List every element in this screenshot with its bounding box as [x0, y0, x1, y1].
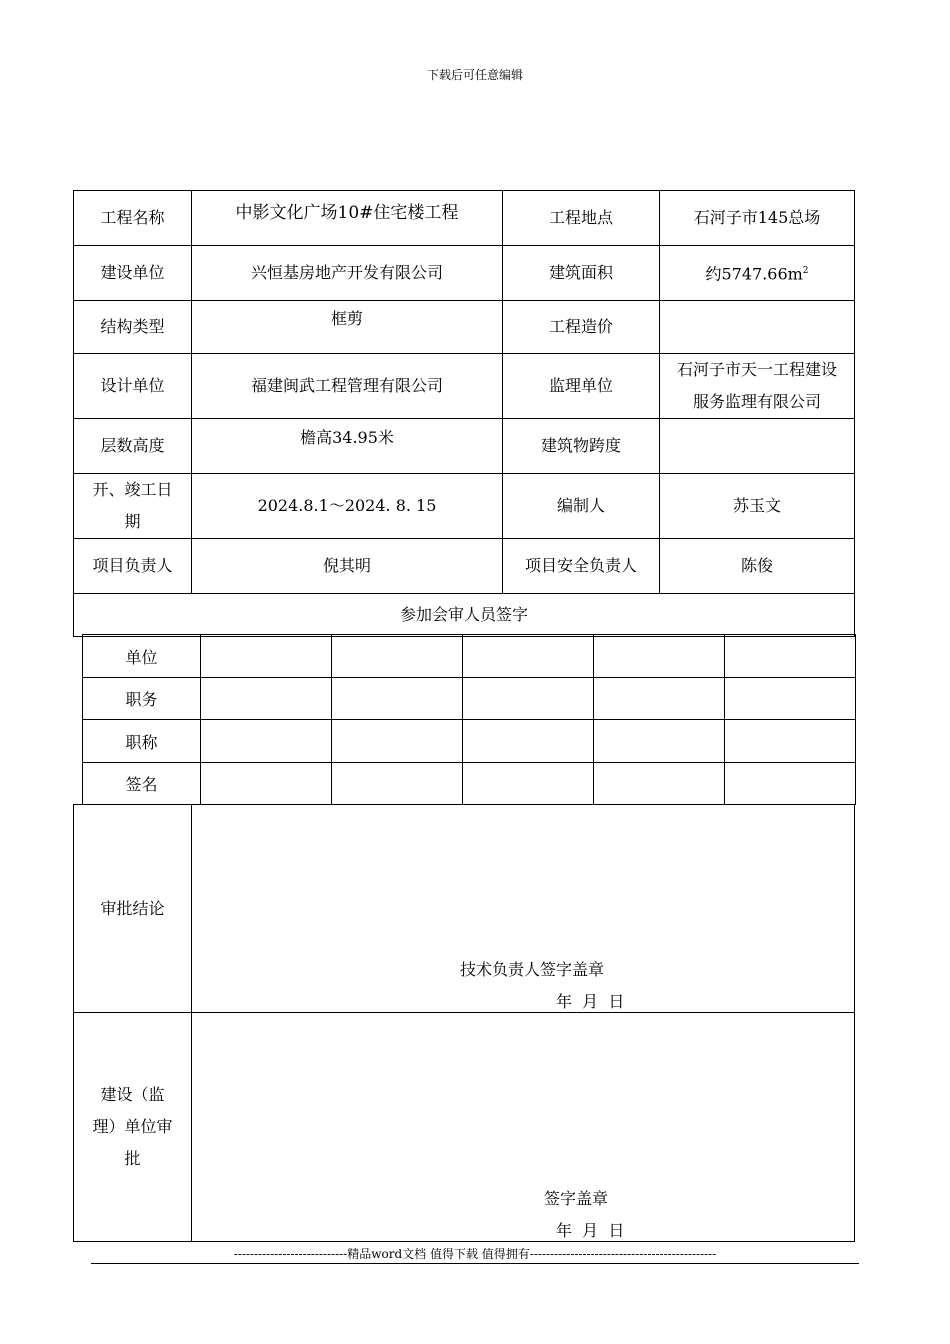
sig-row-label-signature: 签名 [83, 763, 201, 805]
dates-label-line-1: 开、竣工日 [92, 480, 173, 499]
pm-label: 项目负责人 [74, 539, 192, 594]
builder-label: 建设单位 [74, 246, 192, 301]
cost-value [660, 301, 855, 354]
floors-label: 层数高度 [74, 419, 192, 474]
project-name-value: 中影文化广场10#住宅楼工程 [192, 191, 503, 246]
approval-signer: 技术负责人签字盖章 [460, 960, 605, 979]
sig-cell [725, 678, 856, 720]
owner-approval-label-line-3: 批 [124, 1149, 141, 1168]
sig-cell [594, 763, 725, 805]
designer-label: 设计单位 [74, 354, 192, 419]
sig-cell [201, 763, 332, 805]
dates-value: 2024.8.1～2024. 8. 15 [192, 474, 503, 539]
owner-approval-signer: 签字盖章 [544, 1189, 609, 1208]
sig-cell [463, 635, 594, 678]
owner-approval-label-line-2: 理）单位审 [92, 1117, 173, 1136]
span-label: 建筑物跨度 [503, 419, 660, 474]
cost-label: 工程造价 [503, 301, 660, 354]
dates-label [74, 474, 192, 539]
sig-cell [463, 678, 594, 720]
structure-value: 框剪 [192, 301, 503, 354]
reviewer-signature-table [82, 634, 856, 805]
sig-cell [332, 763, 463, 805]
approval-content [192, 805, 855, 1013]
builder-value: 兴恒基房地产开发有限公司 [192, 246, 503, 301]
owner-approval-content [192, 1013, 855, 1242]
editor-label: 编制人 [503, 474, 660, 539]
approval-table [73, 804, 855, 1242]
floors-value: 檐高34.95米 [192, 419, 503, 474]
owner-approval-label [74, 1013, 192, 1242]
sig-cell [201, 635, 332, 678]
footer-note: ----------------------------精品word文档 值得下载 值得拥有---------------------------------------------- [233, 1247, 717, 1261]
sig-cell [201, 678, 332, 720]
owner-approval-label-line-1: 建设（监 [100, 1085, 165, 1104]
owner-approval-date: 年 月 日 [556, 1221, 625, 1240]
sig-cell [332, 635, 463, 678]
supervisor-line-1: 石河子市天一工程建设 [676, 360, 837, 379]
footer-rule [91, 1263, 859, 1264]
project-name-label: 工程名称 [74, 191, 192, 246]
sig-row-label-unit: 单位 [83, 635, 201, 678]
location-value: 石河子市145总场 [660, 191, 855, 246]
editor-value: 苏玉文 [660, 474, 855, 539]
sig-cell [725, 720, 856, 763]
dates-label-line-2: 期 [124, 512, 141, 531]
sig-cell [725, 763, 856, 805]
approval-label: 审批结论 [74, 805, 192, 1013]
sig-row-label-title: 职称 [83, 720, 201, 763]
sig-cell [594, 635, 725, 678]
approval-date: 年 月 日 [556, 992, 625, 1011]
sig-cell [725, 635, 856, 678]
sig-row-label-position: 职务 [83, 678, 201, 720]
area-value: 约$5747.66m^2$ [660, 246, 855, 301]
supervisor-line-2: 服务监理有限公司 [692, 392, 821, 411]
header-note: 下载后可任意编辑 [426, 68, 523, 82]
project-info-table [73, 190, 855, 637]
area-label: 建筑面积 [503, 246, 660, 301]
safety-value: 陈俊 [660, 539, 855, 594]
sig-cell [594, 720, 725, 763]
sig-cell [463, 763, 594, 805]
supervisor-label: 监理单位 [503, 354, 660, 419]
supervisor-value [660, 354, 855, 419]
safety-label: 项目安全负责人 [503, 539, 660, 594]
sig-cell [463, 720, 594, 763]
sig-cell [332, 678, 463, 720]
span-value [660, 419, 855, 474]
pm-value: 倪其明 [192, 539, 503, 594]
sig-cell [201, 720, 332, 763]
designer-value: 福建闽武工程管理有限公司 [192, 354, 503, 419]
reviewers-title: 参加会审人员签字 [74, 594, 855, 637]
structure-label: 结构类型 [74, 301, 192, 354]
location-label: 工程地点 [503, 191, 660, 246]
sig-cell [594, 678, 725, 720]
sig-cell [332, 720, 463, 763]
